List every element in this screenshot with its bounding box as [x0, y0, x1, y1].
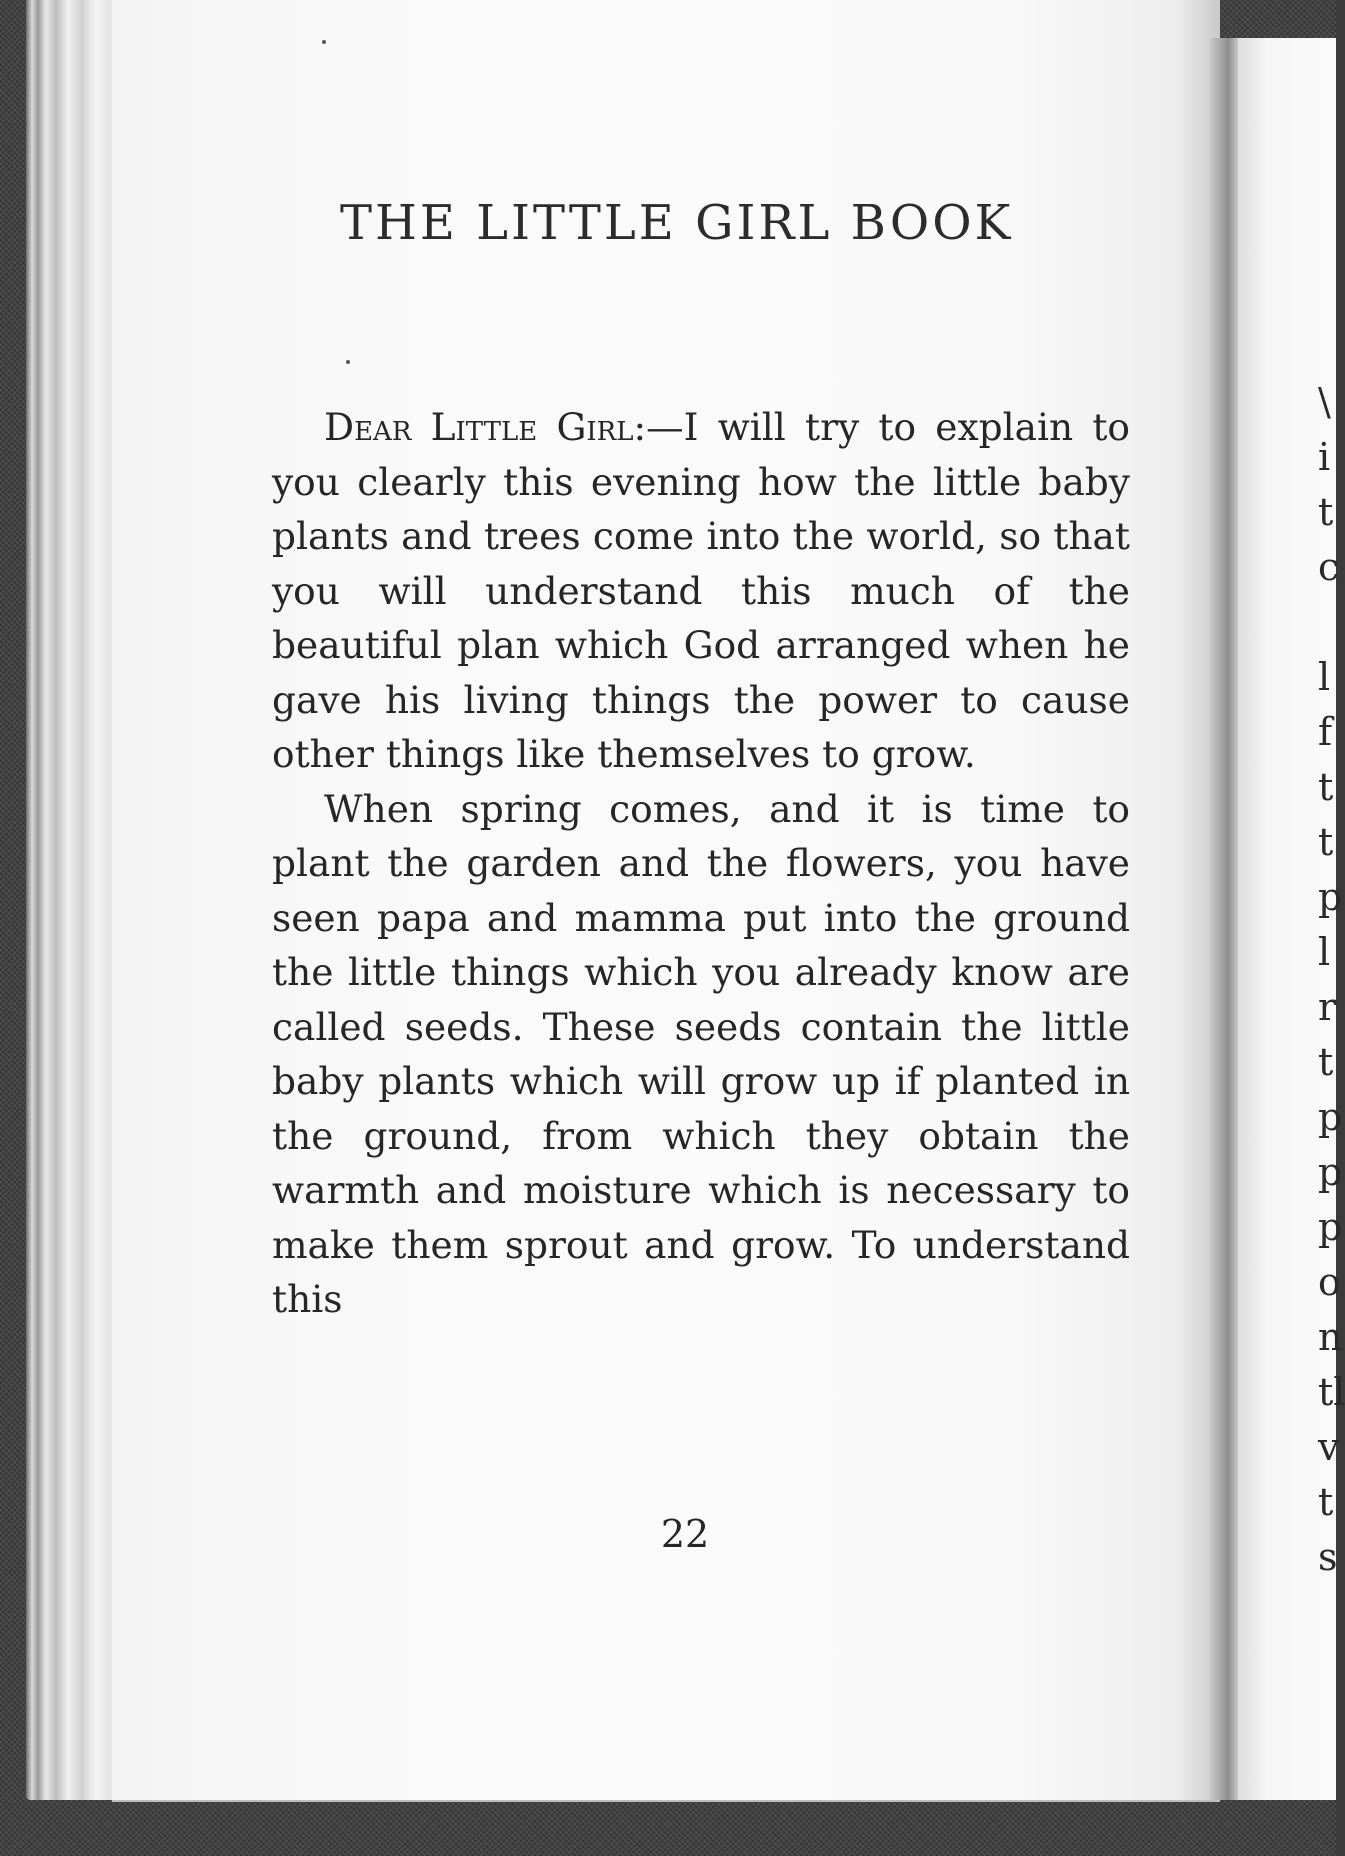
facing-page: [1238, 38, 1345, 1800]
paper-speck: [346, 360, 350, 364]
page-number: 22: [660, 1512, 710, 1556]
running-head: THE LITTLE GIRL BOOK: [340, 195, 1014, 251]
facing-page-line-fragment: p: [1318, 1150, 1343, 1194]
salutation: Dear Little Girl: [324, 405, 634, 449]
facing-page-line-fragment: i: [1318, 435, 1331, 479]
facing-page-line-fragment: f: [1318, 710, 1333, 754]
facing-page-line-fragment: s: [1318, 1535, 1338, 1579]
facing-page-line-fragment: t: [1318, 1480, 1334, 1524]
facing-page-line-fragment: o: [1318, 1260, 1341, 1304]
paragraph-2: When spring comes, and it is time to plant the garden and the flowers, you have seen papa and mamma put into the ground the little things which you already know are called seeds. These seeds contain the little baby plants which will grow up if planted in the ground, from which they obtain the warmth and moisture which is necessary to make them sprout and grow. To understand this: [272, 786, 1130, 1321]
facing-page-line-fragment: l: [1318, 655, 1331, 699]
facing-page-line-fragment: tl: [1318, 1370, 1345, 1414]
facing-page-fragments: [1318, 375, 1345, 1585]
facing-page-line-fragment: p: [1318, 875, 1343, 919]
body-text: [272, 400, 1130, 1327]
facing-page-line-fragment: p: [1318, 1095, 1343, 1139]
facing-page-line-fragment: c: [1318, 545, 1340, 589]
paper-speck: [322, 40, 326, 44]
facing-page-line-fragment: t: [1318, 490, 1334, 534]
facing-page-line-fragment: [1318, 595, 1345, 650]
facing-page-line-fragment: t: [1318, 1040, 1334, 1084]
paragraph-1: [272, 400, 1130, 782]
facing-page-line-fragment: \: [1318, 380, 1331, 424]
page-edges: [26, 0, 118, 1800]
facing-page-line-fragment: t: [1318, 765, 1334, 809]
paragraph-1-text: :—I will try to explain to you clearly this evening how the little baby plants and trees come into the world, so that you will understand this much of the beautiful plan which God arranged when he gave his living things the power to cause other things like themselves to grow.: [272, 405, 1130, 776]
facing-page-line-fragment: n: [1318, 1315, 1343, 1359]
facing-page-line-fragment: r: [1318, 985, 1337, 1029]
gutter: [1210, 38, 1240, 1800]
facing-page-line-fragment: t: [1318, 820, 1334, 864]
facing-page-line-fragment: v: [1318, 1425, 1340, 1469]
facing-page-line-fragment: l: [1318, 930, 1331, 974]
facing-page-line-fragment: p: [1318, 1205, 1343, 1249]
